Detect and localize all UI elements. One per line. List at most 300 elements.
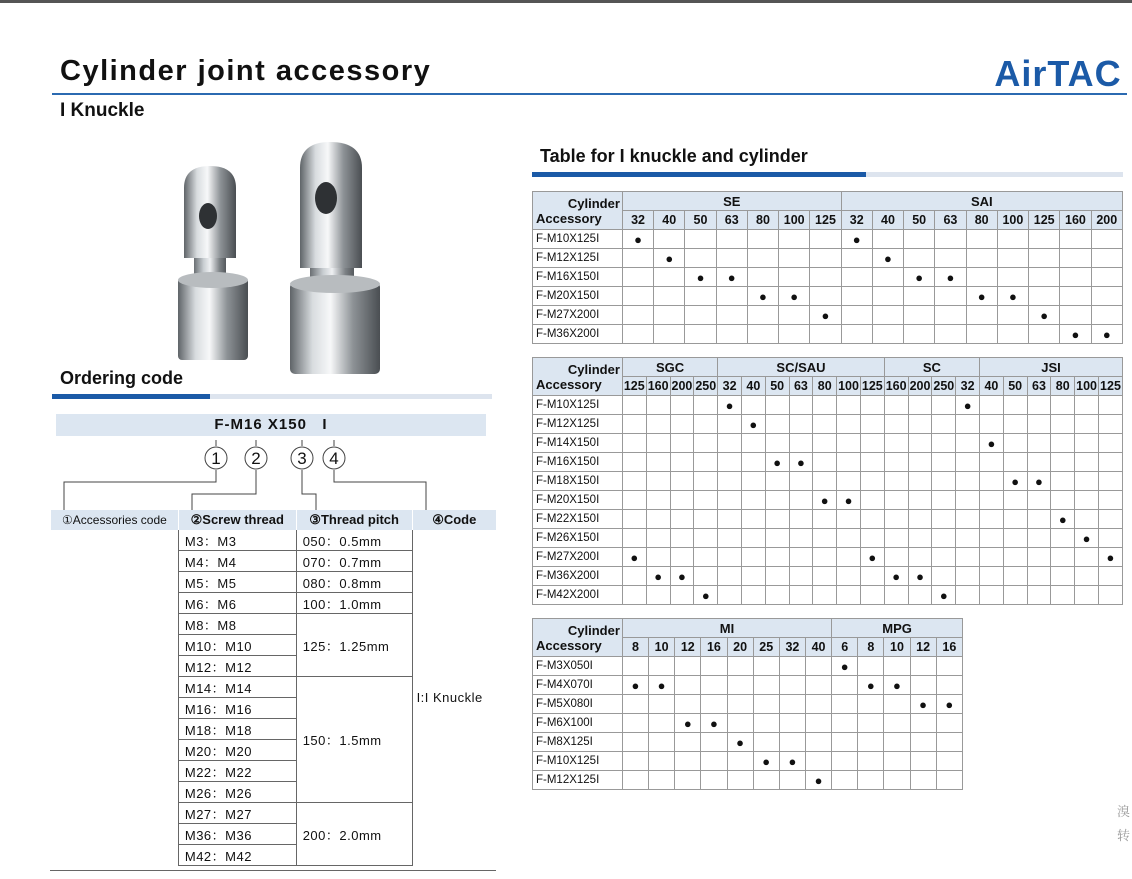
- compat-cell: [765, 396, 789, 415]
- compat-cell: [1075, 415, 1099, 434]
- compat-cell: [908, 548, 932, 567]
- compat-cell: [872, 306, 903, 325]
- compat-cell: [1098, 396, 1122, 415]
- compatible-dot: ●: [749, 416, 758, 432]
- compat-cell: [1098, 510, 1122, 529]
- compat-cell: [716, 325, 747, 344]
- compat-cell: [670, 472, 694, 491]
- compat-cell: [1091, 306, 1122, 325]
- compat-cell: [741, 586, 765, 605]
- compat-cell: [622, 676, 648, 695]
- compat-cell: [872, 287, 903, 306]
- bore-size-header: 32: [779, 638, 805, 657]
- compat-cell: [1051, 567, 1075, 586]
- thread-cell: M26：M26: [178, 782, 296, 803]
- compat-cell: [1027, 529, 1051, 548]
- compat-cell: [622, 695, 648, 714]
- series-group-header: MPG: [832, 619, 963, 638]
- cylinder-accessory-corner: [533, 192, 623, 230]
- pitch-cell: 070：0.7mm: [296, 551, 412, 572]
- compat-cell: [884, 733, 910, 752]
- compat-cell: [685, 230, 716, 249]
- bore-size-header: 100: [779, 211, 810, 230]
- compatible-dot: ●: [884, 250, 892, 266]
- compat-cell: [1029, 230, 1060, 249]
- compatible-dot: ●: [840, 658, 849, 674]
- bore-size-header: 40: [654, 211, 685, 230]
- compat-cell: [622, 325, 653, 344]
- compat-cell: [884, 752, 910, 771]
- thread-cell: M5：M5: [178, 572, 296, 593]
- compat-cell: [858, 771, 884, 790]
- compat-cell: [765, 510, 789, 529]
- compat-cell: [753, 714, 779, 733]
- compat-cell: [1003, 415, 1027, 434]
- compat-cell: [872, 325, 903, 344]
- compat-cell: [1075, 548, 1099, 567]
- series-group-header: SGC: [622, 358, 717, 377]
- bore-size-header: 25: [753, 638, 779, 657]
- compat-cell: [1029, 287, 1060, 306]
- compat-cell: [718, 586, 742, 605]
- compat-cell: [1027, 434, 1051, 453]
- compatible-dot: ●: [709, 715, 718, 731]
- compat-cell: [646, 396, 670, 415]
- compatible-dot: ●: [657, 677, 666, 693]
- compat-cell: [646, 453, 670, 472]
- compat-cell: [837, 586, 861, 605]
- compat-cell: [1027, 510, 1051, 529]
- compat-cell: [727, 771, 753, 790]
- compatible-dot: ●: [916, 568, 924, 584]
- bore-size-header: 32: [622, 211, 653, 230]
- compat-cell: [741, 453, 765, 472]
- compat-cell: [789, 529, 813, 548]
- compat-cell: [694, 491, 718, 510]
- compat-cell: [908, 434, 932, 453]
- compat-cell: [837, 548, 861, 567]
- compat-cell: [1075, 396, 1099, 415]
- compat-cell: [956, 396, 980, 415]
- table-row: [533, 396, 1123, 415]
- compatible-dot: ●: [631, 677, 640, 693]
- compat-cell: [1075, 567, 1099, 586]
- compat-cell: [789, 586, 813, 605]
- compat-cell: [654, 249, 685, 268]
- accessory-model: F-M10X125I: [533, 396, 623, 415]
- thread-cell: M6：M6: [178, 593, 296, 614]
- compat-cell: [727, 657, 753, 676]
- compat-cell: [980, 567, 1004, 586]
- compat-cell: [810, 230, 841, 249]
- compat-cell: [884, 714, 910, 733]
- compat-cell: [789, 434, 813, 453]
- compat-cell: [670, 434, 694, 453]
- compatible-dot: ●: [736, 734, 744, 750]
- compat-cell: [884, 586, 908, 605]
- thread-cell: M12：M12: [178, 656, 296, 677]
- table-row: [533, 695, 963, 714]
- ordering-callout-lines: [50, 440, 500, 515]
- compatible-dot: ●: [654, 568, 663, 584]
- compat-cell: [1051, 453, 1075, 472]
- bore-size-header: 100: [837, 377, 861, 396]
- compat-cell: [1029, 249, 1060, 268]
- compat-cell: [956, 415, 980, 434]
- compat-cell: [649, 657, 675, 676]
- compat-cell: [860, 586, 884, 605]
- compat-cell: [753, 771, 779, 790]
- compat-cell: [872, 230, 903, 249]
- cylinder-accessory-corner: [533, 619, 623, 657]
- compatible-dot: ●: [844, 492, 853, 508]
- compat-cell: [779, 695, 805, 714]
- compat-cell: [1029, 268, 1060, 287]
- compat-table-title: Table for I knuckle and cylinder: [540, 146, 808, 166]
- compat-cell: [716, 268, 747, 287]
- compat-cell: [646, 472, 670, 491]
- compat-cell: [622, 434, 646, 453]
- compat-cell: [813, 548, 837, 567]
- compat-cell: [932, 396, 956, 415]
- compat-cell: [1051, 491, 1075, 510]
- compatible-dot: ●: [634, 231, 642, 247]
- compat-cell: [884, 567, 908, 586]
- table-row: [533, 287, 1123, 306]
- compat-cell: [765, 491, 789, 510]
- compat-cell: [997, 287, 1028, 306]
- compat-cell: [932, 434, 956, 453]
- compat-cell: [1003, 567, 1027, 586]
- compat-cell: [858, 733, 884, 752]
- accessory-label: Accessory: [536, 376, 602, 392]
- compat-cell: [813, 491, 837, 510]
- compat-cell: [753, 733, 779, 752]
- compat-cell: [622, 230, 653, 249]
- compat-cell: [884, 472, 908, 491]
- compat-cell: [966, 287, 997, 306]
- compat-cell: [1003, 434, 1027, 453]
- compat-cell: [718, 491, 742, 510]
- compat-cell: [1098, 434, 1122, 453]
- compat-cell: [701, 752, 727, 771]
- compat-cell: [779, 287, 810, 306]
- compat-cell: [789, 491, 813, 510]
- compat-cell: [936, 714, 962, 733]
- compat-cell: [789, 548, 813, 567]
- top-border: [0, 0, 1132, 3]
- compat-cell: [649, 733, 675, 752]
- compat-cell: [832, 733, 858, 752]
- header-accessories-code: ①Accessories code: [51, 510, 179, 530]
- series-group-header: MI: [622, 619, 831, 638]
- side-watermark-text: 溴转: [1117, 804, 1131, 843]
- compat-cell: [1027, 491, 1051, 510]
- compat-cell: [622, 491, 646, 510]
- compat-cell: [789, 510, 813, 529]
- compat-cell: [837, 472, 861, 491]
- bore-size-header: 63: [935, 211, 966, 230]
- accessory-model: F-M26X150I: [533, 529, 623, 548]
- table-row: [533, 453, 1123, 472]
- compat-cell: [622, 752, 648, 771]
- table-row: [533, 657, 963, 676]
- thread-cell: M8：M8: [178, 614, 296, 635]
- compat-cell: [741, 529, 765, 548]
- compat-cell: [779, 325, 810, 344]
- compat-cell: [841, 249, 872, 268]
- ordering-code-example: F-M16 X150 I: [214, 416, 328, 433]
- compat-cell: [1098, 472, 1122, 491]
- compatible-dot: ●: [868, 549, 877, 565]
- code-cell: I:I Knuckle: [412, 530, 496, 866]
- compat-cell: [932, 529, 956, 548]
- thread-cell: M18：M18: [178, 719, 296, 740]
- compat-cell: [675, 657, 701, 676]
- accessory-model: F-M12X125I: [533, 249, 623, 268]
- table-row: [533, 306, 1123, 325]
- marker-3: 3: [297, 449, 307, 468]
- compat-cell: [908, 472, 932, 491]
- table-row: [533, 472, 1123, 491]
- table-row: [533, 434, 1123, 453]
- compat-cell: [716, 287, 747, 306]
- accessory-model: F-M36X200I: [533, 325, 623, 344]
- compat-cell: [908, 396, 932, 415]
- compat-cell: [727, 733, 753, 752]
- compat-cell: [694, 415, 718, 434]
- thread-cell: M22：M22: [178, 761, 296, 782]
- compat-cell: [649, 676, 675, 695]
- compatible-dot: ●: [939, 587, 948, 603]
- compat-cell: [884, 657, 910, 676]
- compat-cell: [832, 752, 858, 771]
- compat-cell: [904, 306, 935, 325]
- thread-cell: M3：M3: [178, 530, 296, 551]
- compat-cell: [910, 714, 936, 733]
- compat-cell: [718, 472, 742, 491]
- compat-cell: [718, 415, 742, 434]
- compat-cell: [654, 230, 685, 249]
- compatible-dot: ●: [790, 288, 799, 304]
- bore-size-header: 125: [1029, 211, 1060, 230]
- compat-cell: [841, 306, 872, 325]
- compat-cell: [670, 548, 694, 567]
- compat-cell: [837, 510, 861, 529]
- bore-size-header: 50: [904, 211, 935, 230]
- compat-cell: [980, 510, 1004, 529]
- compat-cell: [1003, 472, 1027, 491]
- compatible-dot: ●: [1011, 473, 1020, 489]
- bore-size-header: 125: [622, 377, 646, 396]
- table-row: [533, 249, 1123, 268]
- compat-cell: [779, 268, 810, 287]
- bore-size-header: 100: [1075, 377, 1099, 396]
- compat-cell: [980, 472, 1004, 491]
- compat-cell: [832, 771, 858, 790]
- compat-cell: [810, 306, 841, 325]
- pitch-cell: 100：1.0mm: [296, 593, 412, 614]
- compat-cell: [622, 771, 648, 790]
- bore-size-header: 10: [884, 638, 910, 657]
- compat-cell: [935, 230, 966, 249]
- series-group-header: JSI: [980, 358, 1123, 377]
- compatible-dot: ●: [701, 587, 710, 603]
- compat-cell: [694, 396, 718, 415]
- thread-cell: M42：M42: [178, 845, 296, 866]
- compat-cell: [727, 676, 753, 695]
- table-row: [533, 567, 1123, 586]
- pitch-cell: 050：0.5mm: [296, 530, 412, 551]
- compat-cell: [622, 287, 653, 306]
- compat-cell: [936, 733, 962, 752]
- compat-cell: [837, 567, 861, 586]
- compatible-dot: ●: [892, 568, 901, 584]
- compat-cell: [747, 268, 778, 287]
- compat-cell: [932, 586, 956, 605]
- compat-cell: [646, 510, 670, 529]
- accessory-model: F-M36X200I: [533, 567, 623, 586]
- compatible-dot: ●: [1082, 530, 1091, 546]
- bore-size-header: 125: [1098, 377, 1122, 396]
- accessory-model: F-M8X125I: [533, 733, 623, 752]
- accessory-label: Accessory: [536, 637, 602, 653]
- compat-cell: [654, 306, 685, 325]
- compat-cell: [1060, 325, 1091, 344]
- compat-cell: [904, 230, 935, 249]
- compatible-dot: ●: [1058, 511, 1067, 527]
- compat-cell: [1098, 415, 1122, 434]
- compat-cell: [813, 434, 837, 453]
- compat-cell: [622, 548, 646, 567]
- page-title: Cylinder joint accessory: [60, 55, 432, 87]
- bore-size-header: 160: [646, 377, 670, 396]
- thread-cell: M10：M10: [178, 635, 296, 656]
- compat-cell: [1098, 529, 1122, 548]
- compat-cell: [832, 657, 858, 676]
- compat-cell: [884, 453, 908, 472]
- ordering-divider-accent: [52, 394, 210, 399]
- compat-cell: [860, 491, 884, 510]
- compat-cell: [956, 586, 980, 605]
- compatible-dot: ●: [1008, 288, 1017, 304]
- compat-cell: [779, 752, 805, 771]
- bore-size-header: 40: [741, 377, 765, 396]
- compatible-dot: ●: [630, 549, 639, 565]
- bore-size-header: 32: [956, 377, 980, 396]
- compat-cell: [694, 529, 718, 548]
- compat-cell: [1051, 415, 1075, 434]
- compat-cell: [860, 415, 884, 434]
- compat-cell: [860, 434, 884, 453]
- bore-size-header: 50: [1003, 377, 1027, 396]
- compat-cell: [956, 491, 980, 510]
- compat-cell: [860, 567, 884, 586]
- compat-cell: [694, 453, 718, 472]
- table-row: [533, 230, 1123, 249]
- brand-logo-text: AirTAC: [994, 53, 1122, 92]
- bore-size-header: 80: [747, 211, 778, 230]
- accessory-model: F-M27X200I: [533, 548, 623, 567]
- compat-cell: [1098, 586, 1122, 605]
- compat-cell: [646, 529, 670, 548]
- compatible-dot: ●: [773, 454, 782, 470]
- compat-cell: [701, 733, 727, 752]
- compat-cell: [1027, 415, 1051, 434]
- compat-cell: [646, 491, 670, 510]
- compat-cell: [997, 230, 1028, 249]
- compat-cell: [1060, 306, 1091, 325]
- compatible-dot: ●: [759, 288, 767, 304]
- compat-cell: [789, 453, 813, 472]
- compat-cell: [1003, 529, 1027, 548]
- thread-cell: M36：M36: [178, 824, 296, 845]
- compat-cell: [701, 714, 727, 733]
- compatible-dot: ●: [725, 397, 734, 413]
- bore-size-header: 16: [701, 638, 727, 657]
- compat-cell: [910, 771, 936, 790]
- table-row: [533, 771, 963, 790]
- table-row: [533, 325, 1123, 344]
- compat-cell: [654, 325, 685, 344]
- compat-cell: [1091, 268, 1122, 287]
- accessory-model: F-M16X150I: [533, 268, 623, 287]
- compat-table-se-sai: [532, 191, 1123, 344]
- compat-cell: [765, 472, 789, 491]
- compatible-dot: ●: [919, 696, 928, 712]
- compatible-dot: ●: [866, 677, 875, 693]
- bore-size-header: 63: [716, 211, 747, 230]
- compat-cell: [1029, 325, 1060, 344]
- accessory-model: F-M4X070I: [533, 676, 623, 695]
- thread-cell: M16：M16: [178, 698, 296, 719]
- bore-size-header: 40: [980, 377, 1004, 396]
- ordering-code-title: Ordering code: [60, 368, 184, 388]
- compat-cell: [747, 287, 778, 306]
- compat-cell: [622, 472, 646, 491]
- compatible-dot: ●: [814, 772, 823, 788]
- compat-cell: [997, 306, 1028, 325]
- compat-cell: [1029, 306, 1060, 325]
- compat-cell: [685, 268, 716, 287]
- bore-size-header: 100: [997, 211, 1028, 230]
- bore-size-header: 40: [805, 638, 831, 657]
- compat-cell: [997, 268, 1028, 287]
- compat-cell: [779, 676, 805, 695]
- bore-size-header: 125: [860, 377, 884, 396]
- compat-cell: [966, 325, 997, 344]
- bore-size-header: 200: [670, 377, 694, 396]
- compat-cell: [649, 695, 675, 714]
- compat-cell: [810, 325, 841, 344]
- compat-cell: [675, 771, 701, 790]
- compat-cell: [956, 472, 980, 491]
- compat-cell: [904, 325, 935, 344]
- compatible-dot: ●: [1071, 326, 1080, 342]
- compat-cell: [910, 752, 936, 771]
- compat-cell: [1027, 548, 1051, 567]
- compat-cell: [1091, 249, 1122, 268]
- compat-cell: [1003, 453, 1027, 472]
- compat-cell: [622, 268, 653, 287]
- compat-cell: [1075, 491, 1099, 510]
- table-row: [533, 586, 1123, 605]
- compat-cell: [1060, 287, 1091, 306]
- compat-cell: [908, 567, 932, 586]
- compat-cell: [675, 714, 701, 733]
- accessory-model: F-M42X200I: [533, 586, 623, 605]
- series-group-header: SE: [622, 192, 841, 211]
